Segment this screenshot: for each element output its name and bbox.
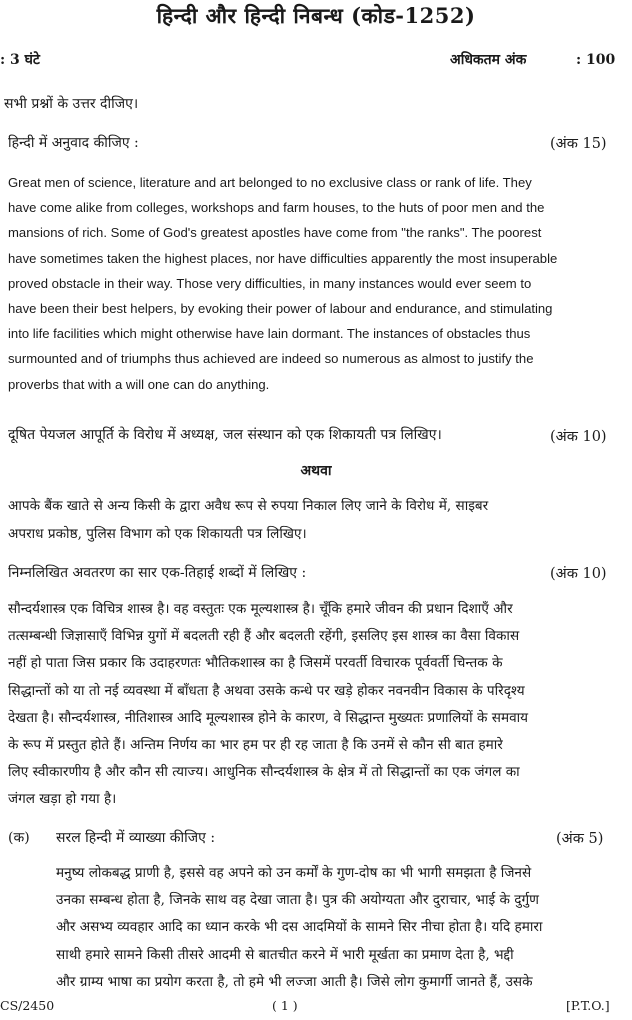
passage-line: देखता है। सौन्दर्यशास्त्र, नीतिशास्त्र आदि मूल्यशास्त्र होने के कारण, वे सिद्धान्त मुख्यतः प्रणालियों के समवाय [8, 709, 529, 726]
passage-line: surmounted and of triumphs thus achieved are indeed so numerous as almost to justify the [8, 351, 534, 367]
q2-alternative [8, 493, 622, 548]
passage-line: सौन्दर्यशास्त्र एक विचित्र शास्त्र है। वह वस्तुतः एक मूल्यशास्त्र है। चूँकि हमारे जीवन की प्रधान दिशाएँ और [8, 601, 513, 617]
passage-line: proved obstacle in their way. Those very difficulties, in many instances would ever seem to [8, 275, 532, 291]
passage-line: के रूप में प्रस्तुत होते हैं। अन्तिम निर्णय का भार हम पर ही रह जाता है कि उनमें से कौन सी बात हमारे [8, 737, 503, 754]
pto-marker: [P.T.O.] [566, 998, 610, 1013]
paper-code: CS/2450 [0, 998, 55, 1013]
general-instruction: सभी प्रश्नों के उत्तर दीजिए। [4, 96, 139, 112]
passage-line: और असभ्य व्यवहार आदि का ध्यान करके भी दस आदमियों के सामने सिर नीचा होता है। यदि हमारा [56, 919, 543, 936]
q1-instruction: हिन्दी में अनुवाद कीजिए : [8, 135, 139, 151]
q3-instruction: निम्नलिखित अवतरण का सार एक-तिहाई शब्दों में लिखिए : [8, 565, 307, 581]
passage-line: लिए स्वीकारणीय है और कौन सी त्याज्य। आधुनिक सौन्दर्यशास्त्र के क्षेत्र में तो सिद्धान्तों का एक जंगल का [8, 764, 520, 781]
passage-line: have come alike from colleges, workshops and farm houses, to the huts of poor men and the [8, 200, 545, 216]
q2-marks: (अंक 10) [550, 429, 607, 445]
passage-line: have been their best helpers, by evoking their power of labour and endurance, and stimulating [8, 301, 553, 317]
passage-line: साथी हमारे सामने किसी तीसरे आदमी से बातचीत करने में भारी मूर्खता का प्रमाण देता है, भद्दी [56, 946, 514, 963]
passage-line: मनुष्य लोकबद्ध प्राणी है, इससे वह अपने को उन कर्मों के गुण-दोष का भी भागी समझता है जिनसे [56, 865, 532, 881]
passage-line: जंगल खड़ा हो गया है। [8, 791, 117, 808]
passage-line: उनका सम्बन्ध होता है, जिनके साथ वह देखा जाता है। पुत्र की अयोग्यता और दुराचार, भाई के दुर्गुण [56, 892, 539, 909]
passage-line: अपराध प्रकोष्ठ, पुलिस विभाग को एक शिकायती पत्र लिखिए। [8, 525, 307, 542]
passage-line: सिद्धान्तों को या तो नई व्यवस्था में बाँधता है अथवा उसके कन्धे पर खड़े होकर नवनवीन विकास के परिदृश्य [8, 682, 525, 699]
page-number: ( 1 ) [272, 998, 298, 1013]
passage-line: into life facilities which might otherwise have lain dormant. The instances of obstacles thus [8, 326, 531, 342]
passage-line: Great men of science, literature and art belonged to no exclusive class or rank of life. They [8, 175, 532, 190]
q4a-label: (क) [8, 830, 30, 846]
q3-hindi-passage [8, 596, 622, 814]
passage-line: नहीं हो पाता जिस प्रकार कि उदाहरणतः भौतिकशास्त्र का है जिसमें परवर्ती विचारक पूर्ववर्ती चिन्तक के [8, 655, 503, 672]
passage-line: आपके बैंक खाते से अन्य किसी के द्वारा अवैध रूप से रुपया निकाल लिए जाने के विरोध में, साइबर [8, 498, 489, 514]
passage-line: तत्सम्बन्धी जिज्ञासाएँ विभिन्न युगों में बदलती रही हैं और बदलती रहेंगी, इसलिए इस शास्त्र का वैसा विकास [8, 628, 520, 645]
passage-line: mansions of rich. Some of God's greatest apostles have come from "the ranks". The poorest [8, 225, 542, 241]
q4a-hindi-passage [56, 860, 622, 996]
max-marks-value: : 100 [576, 52, 616, 68]
passage-line: have sometimes taken the highest places, nor have difficulties apparently the most insuperable [8, 250, 558, 266]
or-separator: अथवा [300, 463, 332, 479]
q4a-marks: (अंक 5) [556, 831, 604, 847]
passage-line: और ग्राम्य भाषा का प्रयोग करता है, तो हमे भी लज्जा आती है। जिसे लोग कुमार्गी जानते हैं, उसके [56, 973, 533, 990]
time-allowed: : 3 घंटे [0, 52, 40, 68]
page-title: हिन्दी और हिन्दी निबन्ध (कोड-1252) [156, 3, 476, 28]
q4a-instruction: सरल हिन्दी में व्याख्या कीजिए : [56, 830, 216, 846]
passage-line: proverbs that with a will one can do anything. [8, 376, 270, 392]
max-marks-label: अधिकतम अंक [450, 52, 527, 68]
q1-marks: (अंक 15) [550, 136, 607, 152]
q1-english-passage [8, 170, 622, 397]
q2-instruction: दूषित पेयजल आपूर्ति के विरोध में अध्यक्ष, जल संस्थान को एक शिकायती पत्र लिखिए। [8, 427, 442, 443]
q3-marks: (अंक 10) [550, 566, 607, 582]
